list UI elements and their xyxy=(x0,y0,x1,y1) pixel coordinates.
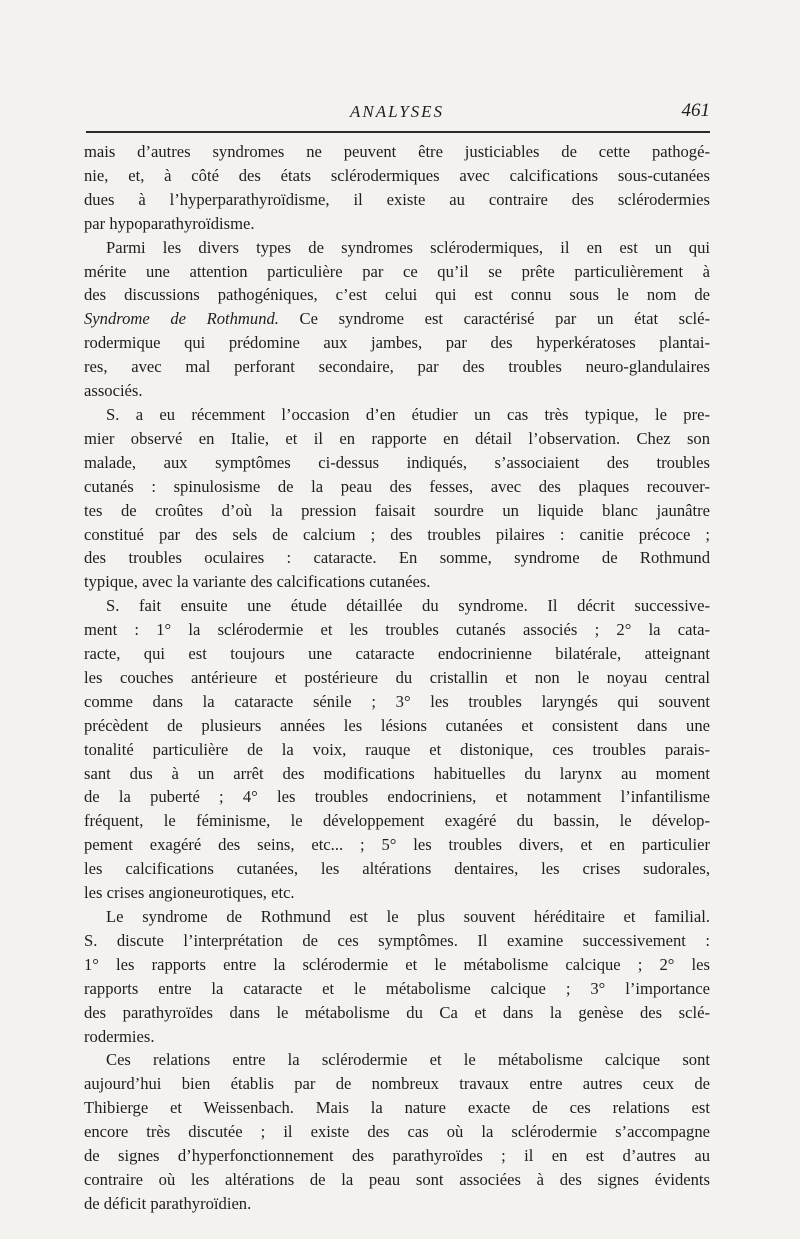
text-line: pement exagéré des seins, etc... ; 5° les troubles divers, et en particulier xyxy=(84,835,710,855)
text-line: ment : 1° la sclérodermie et les troubles cutanés associés ; 2° la cata- xyxy=(84,620,710,640)
paragraph xyxy=(84,1048,710,1215)
text-line: racte, qui est toujours une cataracte endocrinienne bilatérale, atteignant xyxy=(84,644,710,664)
text-line: S. discute l’interprétation de ces symptômes. Il examine successivement : xyxy=(84,930,710,950)
text-line: Parmi les divers types de syndromes sclérodermiques, il en est un qui xyxy=(106,237,710,257)
body-text xyxy=(84,140,710,1216)
text-line: encore très discutée ; il existe des cas où la sclérodermie s’accompagne xyxy=(84,1122,710,1142)
text-line: cutanés : spinulosisme de la peau des fesses, avec des plaques recouver- xyxy=(84,476,710,496)
text-line: mais d’autres syndromes ne peuvent être justiciables de cette pathogé- xyxy=(84,142,710,161)
text-line: précèdent de plusieurs années les lésions cutanées et consistent dans une xyxy=(84,715,710,735)
text-line: contraire où les altérations de la peau sont associées à des signes évidents xyxy=(84,1169,710,1189)
text-line: S. fait ensuite une étude détaillée du syndrome. Il décrit successive- xyxy=(106,596,710,616)
text-line: de déficit parathyroïdien. xyxy=(84,1193,252,1213)
text-line: Le syndrome de Rothmund est le plus souvent héréditaire et familial. xyxy=(106,907,710,926)
text-line: S. a eu récemment l’occasion d’en étudier un cas très typique, le pre- xyxy=(106,404,710,424)
text-line: res, avec mal perforant secondaire, par des troubles neuro-glandulaires xyxy=(84,357,710,377)
paragraph xyxy=(84,140,710,236)
text-line: rapports entre la cataracte et le métabolisme calcique ; 3° l’importance xyxy=(84,978,710,998)
paragraph xyxy=(84,403,710,594)
text-line: tes de croûtes d’où la pression faisait sourdre un liquide blanc jaunâtre xyxy=(84,500,710,520)
running-header xyxy=(84,100,710,130)
text-line: les crises angioneurotiques, etc. xyxy=(84,883,295,903)
text-line: Thibierge et Weissenbach. Mais la nature exacte de ces relations est xyxy=(84,1098,710,1118)
text-line: les couches antérieure et postérieure du cristallin et non le noyau central xyxy=(84,667,710,687)
text-line: des troubles oculaires : cataracte. En somme, syndrome de Rothmund xyxy=(84,548,710,568)
text-line: fréquent, le féminisme, le développement exagéré du bassin, le dévelop- xyxy=(84,811,710,831)
text-line: mérite une attention particulière par ce qu’il se prête particulièrement à xyxy=(84,261,710,281)
running-title: ANALYSES xyxy=(349,102,445,121)
text-line: rodermies. xyxy=(84,1026,155,1046)
header-rule xyxy=(86,131,710,133)
text-line: Syndrome de Rothmund. Ce syndrome est caractérisé par un état sclé- xyxy=(84,309,710,329)
text-line: sant dus à un arrêt des modifications habituelles du larynx au moment xyxy=(84,763,710,783)
text-line: aujourd’hui bien établis par de nombreux travaux entre autres ceux de xyxy=(84,1074,710,1094)
text-line: de signes d’hyperfonctionnement des parathyroïdes ; il en est d’autres au xyxy=(84,1146,710,1166)
text-line: typique, avec la variante des calcifications cutanées. xyxy=(84,572,431,592)
text-line: mier observé en Italie, et il en rapporte en détail l’observation. Chez son xyxy=(84,428,710,448)
text-line: des discussions pathogéniques, c’est celui qui est connu sous le nom de xyxy=(84,285,710,305)
text-line: les calcifications cutanées, les altérations dentaires, les crises sudorales, xyxy=(84,859,710,879)
text-line: Ces relations entre la sclérodermie et le métabolisme calcique sont xyxy=(106,1050,710,1070)
text-line: dues à l’hyperparathyroïdisme, il existe au contraire des sclérodermies xyxy=(84,189,710,209)
text-line: par hypoparathyroïdisme. xyxy=(84,213,255,233)
text-line: de la puberté ; 4° les troubles endocriniens, et notamment l’infantilisme xyxy=(84,787,710,807)
text-line: des parathyroïdes dans le métabolisme du Ca et dans la genèse des sclé- xyxy=(84,1002,710,1022)
text-line: malade, aux symptômes ci-dessus indiqués, s’associaient des troubles xyxy=(84,452,710,472)
text-line: comme dans la cataracte sénile ; 3° les troubles laryngés qui souvent xyxy=(84,691,710,711)
text-line: rodermique qui prédomine aux jambes, par des hyperkératoses plantai- xyxy=(84,333,710,353)
text-line: 1° les rapports entre la sclérodermie et le métabolisme calcique ; 2° les xyxy=(84,954,710,974)
text-line: associés. xyxy=(84,381,143,401)
page-number: 461 xyxy=(681,100,710,121)
text-line: constitué par des sels de calcium ; des troubles pilaires : canitie précoce ; xyxy=(84,524,710,544)
paragraph xyxy=(84,905,710,1048)
text-line: tonalité particulière de la voix, rauque et distonique, ces troubles parais- xyxy=(84,739,710,759)
paragraph xyxy=(84,236,710,403)
paragraph xyxy=(84,594,710,905)
text-line: nie, et, à côté des états sclérodermiques avec calcifications sous-cutanées xyxy=(84,165,710,185)
